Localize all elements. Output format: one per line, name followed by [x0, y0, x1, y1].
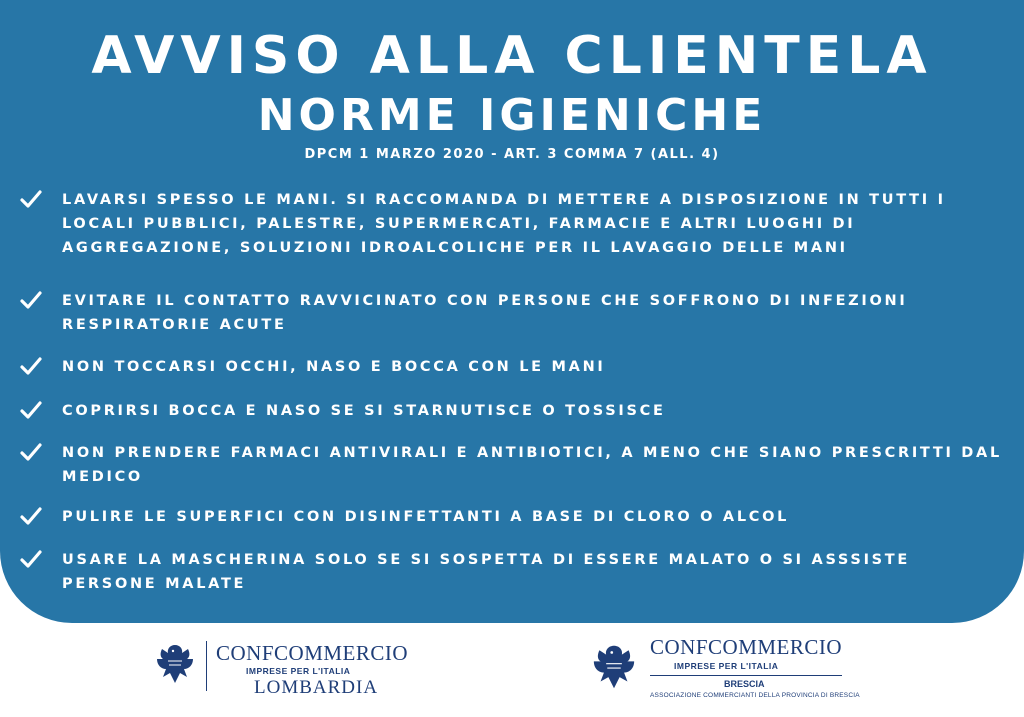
decree-reference: DPCM 1 MARZO 2020 - ART. 3 COMMA 7 (ALL. 4) — [304, 147, 720, 162]
brand-name: CONFCOMMERCIO — [650, 635, 843, 659]
rule-text: PULIRE LE SUPERFICI CON DISINFETTANTI A BASE DI CLORO O ALCOL — [62, 509, 790, 525]
checkmark-icon — [20, 289, 44, 311]
rule-text: EVITARE IL CONTATTO RAVVICINATO CON PERSONE CHE SOFFRONO DI INFEZIONI RESPIRATORIE ACUTE — [62, 293, 908, 333]
brand-region: LOMBARDIA — [254, 677, 379, 698]
brand-tagline: IMPRESE PER L'ITALIA — [674, 661, 779, 671]
rule-text: NON TOCCARSI OCCHI, NASO E BOCCA CON LE MANI — [62, 359, 606, 375]
brand-divider — [650, 675, 842, 676]
brand-name: CONFCOMMERCIO — [216, 641, 409, 665]
footer-logos — [0, 625, 1024, 717]
checkmark-icon — [20, 399, 44, 421]
eagle-icon — [586, 639, 642, 699]
checkmark-icon — [20, 188, 44, 210]
logo-confcommercio-lombardia — [150, 635, 440, 707]
brand-association: ASSOCIAZIONE COMMERCIANTI DELLA PROVINCIA DI BRESCIA — [650, 692, 860, 699]
checkmark-icon — [20, 548, 44, 570]
notice-subtitle: NORME IGIENICHE — [257, 90, 767, 141]
checkmark-icon — [20, 355, 44, 377]
logo-divider — [206, 641, 207, 691]
brand-tagline: IMPRESE PER L'ITALIA — [246, 666, 351, 676]
rule-text: NON PRENDERE FARMACI ANTIVIRALI E ANTIBIOTICI, A MENO CHE SIANO PRESCRITTI DAL MEDICO — [62, 445, 1002, 485]
brand-city: BRESCIA — [724, 679, 765, 689]
notice-title: AVVISO ALLA CLIENTELA — [91, 26, 933, 86]
checkmark-icon — [20, 505, 44, 527]
eagle-icon — [150, 639, 200, 693]
rule-text: USARE LA MASCHERINA SOLO SE SI SOSPETTA DI ESSERE MALATO O SI ASSSISTE PERSONE MALATE — [62, 552, 910, 592]
checkmark-icon — [20, 441, 44, 463]
rule-text: LAVARSI SPESSO LE MANI. SI RACCOMANDA DI METTERE A DISPOSIZIONE IN TUTTI I LOCALI PUBBLICI, PALESTRE, SUPERMERCATI, FARMACIE E ALTRI LUOGHI DI AGGREGAZIONE, SOLUZIONI IDROALCOLICHE PER IL LAVAGGIO DELLE MANI — [62, 192, 946, 256]
logo-confcommercio-brescia — [586, 635, 860, 707]
rule-text: COPRIRSI BOCCA E NASO SE SI STARNUTISCE O TOSSISCE — [62, 403, 666, 419]
